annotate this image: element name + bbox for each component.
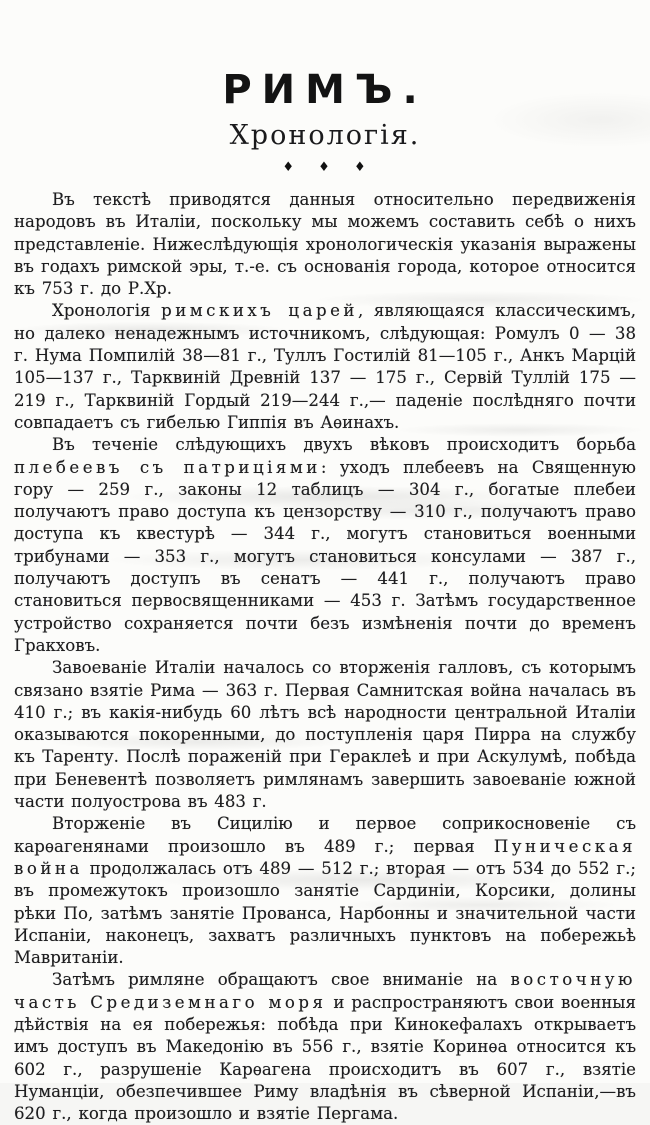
- text-run: Въ текстѣ приводятся данныя относительно передвиженія народовъ въ Италіи, поскольку мы можемъ составить себѣ о нихъ представленіе. Нижеслѣдующія хронологическія указанія выражены въ годахъ римской эры, т.-е. съ основанія города, которое относится къ 753 г. до Р.Хр.: [14, 190, 636, 299]
- text-run: , являющаяся классическимъ, но далеко ненадежнымъ источникомъ, слѣдующая: Ромулъ 0 — 38 г. Нума Помпилій 38—81 г., Туллъ Гостилій 81—105 г., Анкъ Марцій 105—137 г., Тарквиній Древній 137 — 175 г., Сервій Туллій 175 — 219 г., Тарквиній Гордый 219—244 г.,— паденіе послѣдняго почти совпадаетъ съ гибелью Гиппія въ Аѳинахъ.: [14, 301, 636, 432]
- paragraph: [14, 657, 636, 813]
- text-run: Въ теченіе слѣдующихъ двухъ вѣковъ происходитъ борьба: [52, 435, 636, 455]
- emphasized-phrase: Пуническая война: [14, 836, 636, 878]
- paragraph: [14, 300, 636, 434]
- text-run: Хронологія: [52, 301, 162, 321]
- emphasized-phrase: римскихъ царей: [161, 301, 358, 321]
- diamond-ornament-icon: ♦ ♦ ♦: [282, 160, 368, 175]
- text-run: продолжалась отъ 489 — 512 г.; вторая — отъ 534 до 552 г.; въ промежутокъ произошло занятіе Сардиніи, Корсики, долины рѣки По, затѣмъ занятіе Прованса, Нарбонны и значительной части Испаніи, наконецъ, захватъ различныхъ пунктовъ на побережьѣ Мавританіи.: [14, 858, 636, 968]
- text-run: и распространяютъ свои военныя дѣйствія на ея побережья: побѣда при Кинокефалахъ открываетъ имъ доступъ въ Македонію въ 556 г., взятіе Коринѳа относится къ 602 г., разрушеніе Карѳагена происходитъ въ 607 г., взятіе Нуманціи, обезпечившее Риму владѣнія въ сѣверной Испаніи,—въ 620 г., когда произошло и взятіе Пергама.: [14, 992, 636, 1124]
- page-title: РИМЪ.: [222, 67, 428, 113]
- text-run: : уходъ плебеевъ на Священную гору — 259 г., законы 12 таблицъ — 304 г., богатые плебеи получаютъ право доступа къ цензорству — 310 г., получаютъ право доступа къ квестурѣ — 344 г., могутъ становиться военными трибунами — 353 г., могутъ становиться консулами — 387 г., получаютъ доступъ въ сенатъ — 441 г., получаютъ право становиться первосвященниками — 453 г. Затѣмъ государственное устройство сохраняется почти безъ измѣненія почти до временъ Гракховъ.: [14, 457, 636, 655]
- emphasized-phrase: плебеевъ съ патриціями: [14, 457, 321, 477]
- paragraph: [14, 189, 636, 300]
- paragraph: [14, 434, 636, 657]
- text-run: Вторженіе въ Сицилію и первое соприкосновеніе съ карѳагенянами произошло въ 489 г.; первая: [14, 814, 636, 856]
- text-run: Затѣмъ римляне обращаютъ свое вниманіе на: [52, 970, 511, 990]
- paragraph: [14, 969, 636, 1125]
- page-subtitle: Хронологія.: [229, 120, 421, 151]
- text-run: Завоеваніе Италіи началось со вторженія галловъ, съ которымъ связано взятіе Рима — 363 г. Первая Самнитская война началась въ 410 г.; въ какія-нибудь 60 лѣтъ всѣ народности центральной Италіи оказываются покоренными, до поступленія царя Пирра на службу къ Таренту. Послѣ пораженій при Гераклеѣ и при Аскулумѣ, побѣда при Беневентѣ позволяетъ римлянамъ завершить завоеваніе южной части полуострова въ 483 г.: [14, 658, 636, 812]
- emphasized-phrase: восточную часть Средиземнаго моря: [14, 970, 636, 1012]
- body-text: [14, 189, 636, 1125]
- paragraph: [14, 813, 636, 969]
